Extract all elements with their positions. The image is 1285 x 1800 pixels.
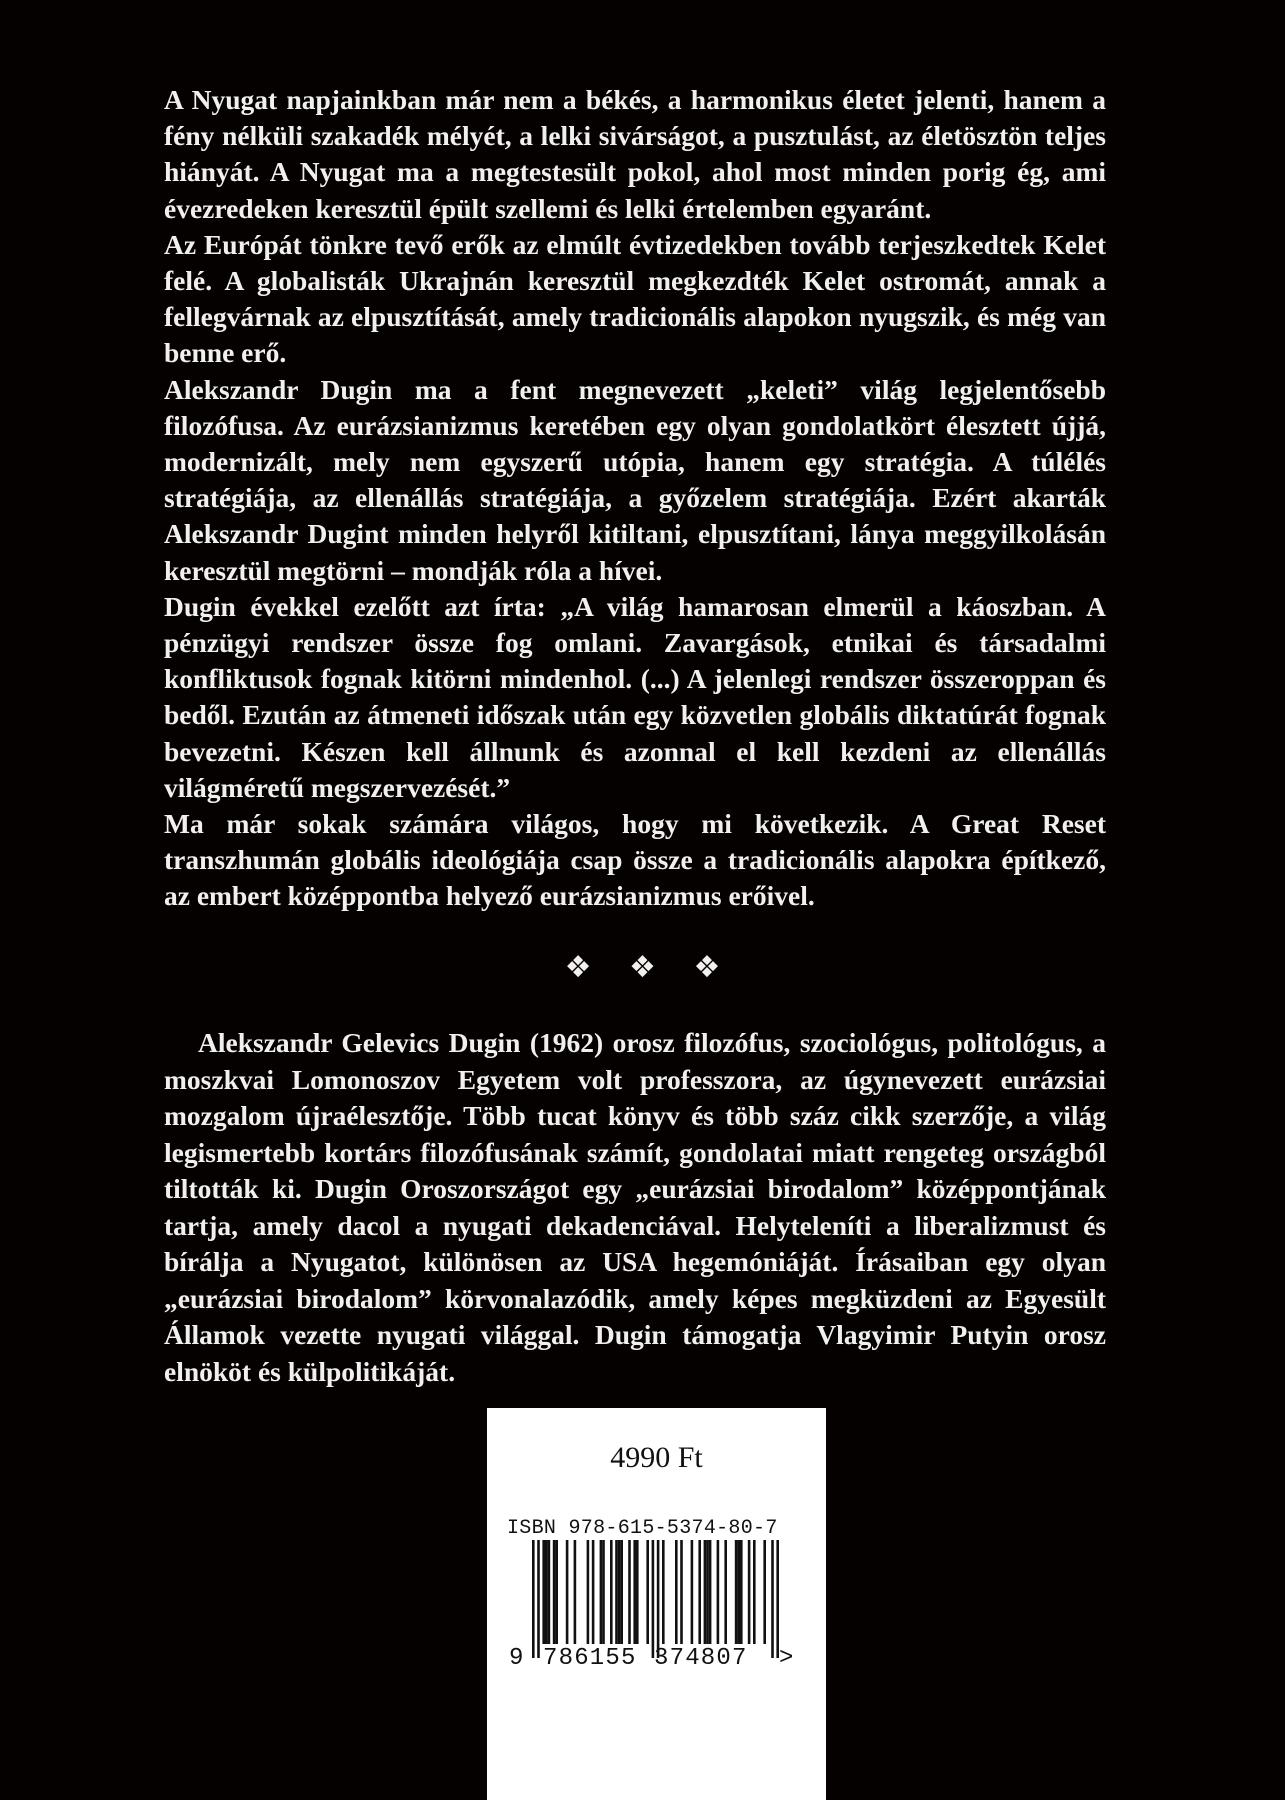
barcode-bar bbox=[555, 1540, 558, 1644]
blurb-paragraph: A Nyugat napjainkban már nem a békés, a harmonikus életet jelenti, hanem a fény nélküli szakadék mélyét, a lelki sivárságot, a pusztulást, az életösztön teljes hiányát. A Nyugat ma a megtestesült pokol, ahol most minden porig ég, ami évezredeken keresztül épült szellemi és lelki értelemben egyaránt. bbox=[164, 84, 1106, 224]
barcode-bar bbox=[753, 1540, 756, 1644]
diamond-ornament-icon: ❖ bbox=[693, 950, 721, 985]
blurb-paragraph: Alekszandr Dugin ma a fent megnevezett „keleti” világ legjelentősebb filozófusa. Az eurázsianizmus keretében egy olyan gondolatkört élesztett újjá, modernizált, mely nem egyszerű utópia, hanem egy stratégia. A túlélés stratégiája, az ellenállás stratégiája, a győzelem stratégiája. Ezért akarták Alekszandr Dugint minden helyről kitiltani, elpusztítani, lánya meggyilkolásán keresztül megtörni – mondják róla a hívei. bbox=[164, 373, 1106, 586]
barcode-bar bbox=[633, 1540, 636, 1644]
barcode-bar bbox=[592, 1540, 595, 1644]
blurb-paragraph: Az Európát tönkre tevő erők az elmúlt évtizedekben tovább terjeszkedtek Kelet felé. A globalisták Ukrajnán keresztül megkezdték Kelet ostromát, annak a fellegvárnak az elpusztítását, amely tradicionális alapokon nyugszik, és még van benne erő. bbox=[164, 228, 1106, 369]
back-cover-blurb bbox=[164, 82, 1106, 915]
barcode-bar bbox=[698, 1540, 701, 1644]
barcode-bar bbox=[600, 1540, 603, 1644]
barcode-bar bbox=[735, 1540, 738, 1644]
diamond-ornament-icon: ❖ bbox=[629, 950, 656, 985]
barcode-bar bbox=[737, 1540, 740, 1644]
barcode-left-digits: 786155 bbox=[543, 1645, 637, 1672]
barcode-bar bbox=[618, 1540, 621, 1644]
barcode-bar bbox=[610, 1540, 613, 1644]
barcode-label bbox=[487, 1408, 826, 1800]
blurb-paragraph: Dugin évekkel ezelőtt azt írta: „A világ hamarosan elmerül a káoszban. A pénzügyi rendszer össze fog omlani. Zavargások, etnikai és társadalmi konfliktusok fognak kitörni mindenhol. (...) A jelenlegi rendszer összeroppan és bedől. Ezután az átmeneti időszak után egy közvetlen globális diktatúrát fognak bevezetni. Készen kell állnunk és azonnal el kell kezdeni az ellenállás világméretű megszervezését.” bbox=[164, 590, 1106, 803]
barcode-bar bbox=[657, 1540, 660, 1658]
barcode-bar bbox=[652, 1540, 655, 1658]
barcode-bar bbox=[771, 1540, 774, 1658]
barcode-bar bbox=[706, 1540, 709, 1644]
barcode-bar bbox=[542, 1540, 545, 1644]
barcode-bar bbox=[763, 1540, 766, 1644]
author-biography: Alekszandr Gelevics Dugin (1962) orosz filozófus, szociológus, politológus, a moszkvai Lomonoszov Egyetem volt professzora, az úgynevezett eurázsiai mozgalom újraélesztője. Több tucat könyv és több száz cikk szerzője, a világ legismertebb kortárs filozófusának számít, gondolatai miatt rengeteg országból tiltották ki. Dugin Oroszországot egy „eurázsiai birodalom” középpontjának tartja, amely dacol a nyugati dekadenciával. Helyteleníti a liberalizmust és bírálja a Nyugatot, különösen az USA hegemóniáját. Írásaiban egy olyan „eurázsiai birodalom” körvonalazódik, amely képes megküzdeni az Egyesült Államok vezette nyugati világgal. Dugin támogatja Vlagyimir Putyin orosz elnököt és külpolitikáját. bbox=[164, 1027, 1106, 1387]
barcode-bar bbox=[691, 1540, 694, 1644]
barcode-bar bbox=[553, 1540, 556, 1644]
barcode-bar bbox=[545, 1540, 548, 1644]
barcode-bar bbox=[646, 1540, 649, 1644]
barcode-bar bbox=[662, 1540, 665, 1644]
ean13-barcode bbox=[487, 1540, 826, 1660]
barcode-bar bbox=[566, 1540, 569, 1644]
blurb-paragraph: Ma már sokak számára világos, hogy mi következik. A Great Reset transzhumán globális ideológiája csap össze a tradicionális alapokra építkező, az embert középpontba helyező eurázsianizmus erőivel. bbox=[164, 808, 1106, 912]
barcode-bar bbox=[717, 1540, 720, 1644]
price: 4990 Ft bbox=[610, 1441, 703, 1474]
diamond-ornament-icon: ❖ bbox=[564, 950, 592, 985]
barcode-bar bbox=[740, 1540, 743, 1644]
barcode-bar bbox=[724, 1540, 727, 1644]
barcode-bar bbox=[704, 1540, 707, 1644]
barcode-bar bbox=[620, 1540, 623, 1644]
barcode-bar bbox=[574, 1540, 577, 1644]
barcode-right-digits: 374807 bbox=[654, 1645, 748, 1672]
section-divider-ornament bbox=[0, 948, 1285, 988]
barcode-bar bbox=[532, 1540, 535, 1658]
barcode-bar bbox=[602, 1540, 605, 1644]
barcode-bar bbox=[776, 1540, 779, 1658]
barcode-bar bbox=[680, 1540, 683, 1644]
isbn-number: ISBN 978-615-5374-80-7 bbox=[507, 1517, 778, 1540]
barcode-bar bbox=[675, 1540, 678, 1644]
barcode-digits bbox=[487, 1644, 826, 1674]
barcode-bar bbox=[587, 1540, 590, 1644]
barcode-quiet-zone-mark: > bbox=[779, 1645, 794, 1672]
barcode-bar bbox=[615, 1540, 618, 1644]
barcode-bar bbox=[748, 1540, 751, 1644]
barcode-bar bbox=[636, 1540, 639, 1644]
barcode-bar bbox=[548, 1540, 551, 1644]
barcode-bar bbox=[709, 1540, 712, 1644]
barcode-first-digit: 9 bbox=[509, 1645, 524, 1672]
barcode-bar bbox=[537, 1540, 540, 1658]
barcode-bar bbox=[628, 1540, 631, 1644]
